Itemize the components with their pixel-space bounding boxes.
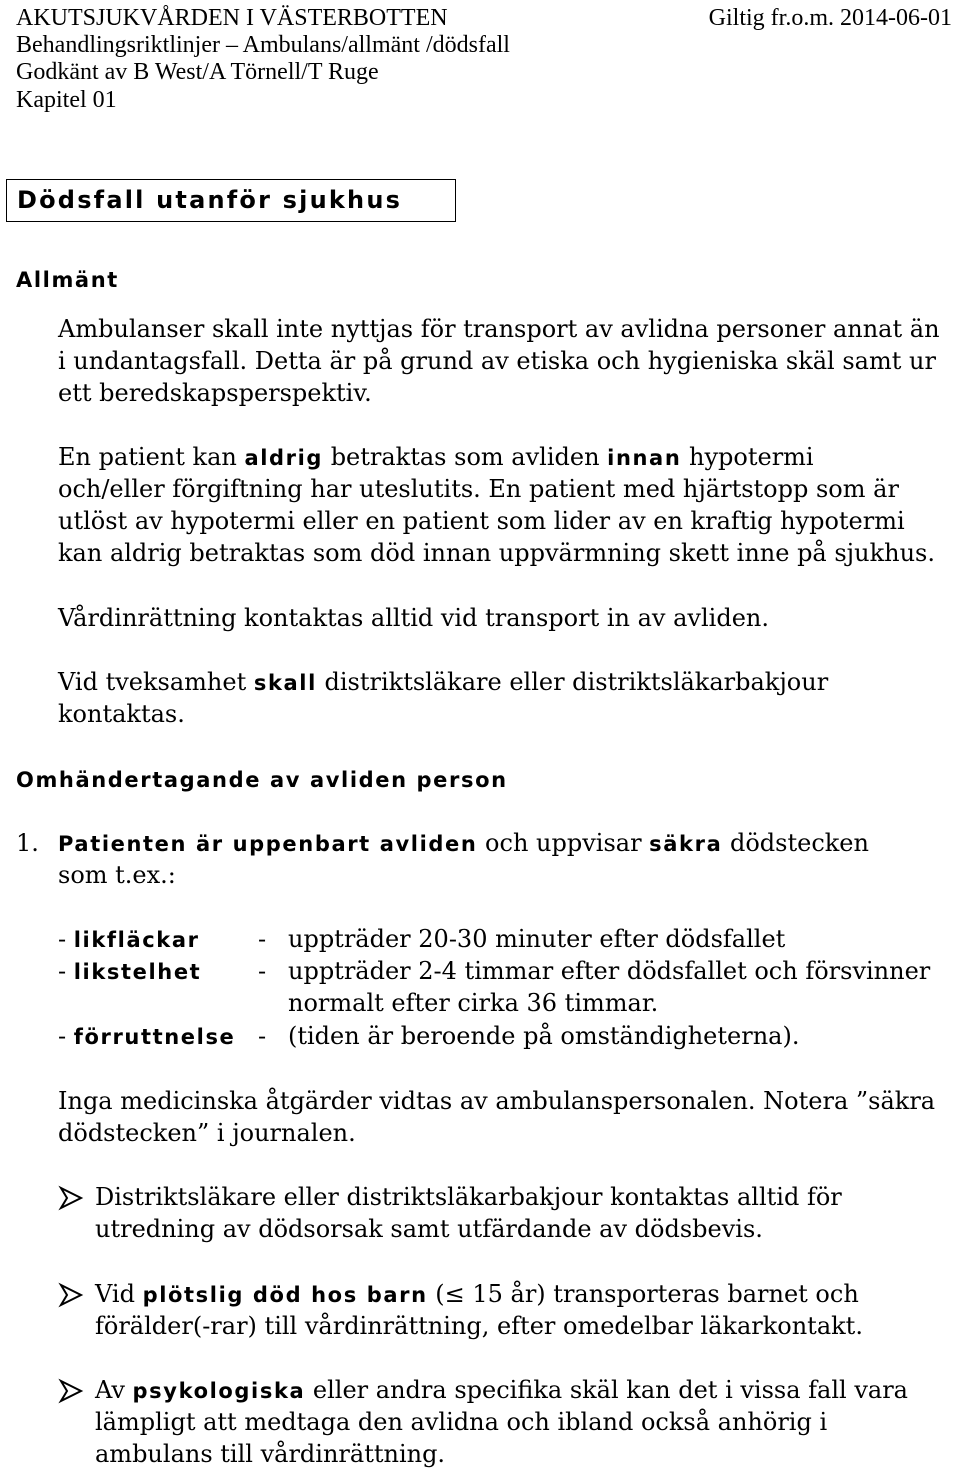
general-paragraph-1-line-3: ett beredskapsperspektiv. — [58, 379, 372, 407]
care-note-line-2: dödstecken” i journalen. — [58, 1119, 356, 1147]
general-paragraph-2-line-2: och/eller förgiftning har uteslutits. En patient med hjärtstopp som är — [58, 475, 899, 503]
sign-term: förruttnelse — [73, 1025, 236, 1049]
emphasis-skall: skall — [253, 671, 317, 695]
text: (≤ 15 år) transporteras barnet och — [427, 1280, 859, 1308]
sign-row-2: - likstelhet — [58, 957, 202, 985]
emphasis-obviously-dead: Patienten är uppenbart avliden — [58, 832, 478, 856]
general-paragraph-2-line-4: kan aldrig betraktas som död innan uppvärmning skett inne på sjukhus. — [58, 539, 935, 567]
text: distriktsläkare eller distriktsläkarbakjour — [316, 668, 829, 696]
care-note-line-1: Inga medicinska åtgärder vidtas av ambulanspersonalen. Notera ”säkra — [58, 1087, 936, 1115]
emphasis-sudden-child-death: plötslig död hos barn — [142, 1283, 428, 1307]
bullet-2-line-1 — [95, 1278, 859, 1311]
emphasis-aldrig: aldrig — [244, 446, 324, 470]
sign-dash: - — [258, 957, 267, 985]
section-heading-care: Omhändertagande av avliden person — [16, 768, 508, 792]
sign-dash: - — [258, 1022, 267, 1050]
text: hypotermi — [681, 443, 814, 471]
section-heading-general: Allmänt — [16, 268, 119, 292]
header-chapter: Kapitel 01 — [16, 87, 117, 113]
sign-desc: uppträder 2-4 timmar efter dödsfallet och försvinner — [288, 957, 931, 985]
arrow-bullet-icon — [58, 1378, 84, 1404]
text: dödstecken — [722, 829, 869, 857]
general-paragraph-4-line-1 — [58, 666, 828, 699]
bullet-3-line-1 — [95, 1374, 908, 1407]
arrow-bullet-icon — [58, 1185, 84, 1211]
list-number: 1. — [16, 829, 39, 857]
general-paragraph-3: Vårdinrättning kontaktas alltid vid transport in av avliden. — [58, 604, 769, 632]
text: och uppvisar — [477, 829, 650, 857]
sign-desc-continued: normalt efter cirka 36 timmar. — [288, 989, 659, 1017]
header-org: AKUTSJUKVÅRDEN I VÄSTERBOTTEN — [16, 5, 448, 31]
bullet-1-line-1: Distriktsläkare eller distriktsläkarbakjour kontaktas alltid för — [95, 1183, 842, 1211]
sign-desc: (tiden är beroende på omständigheterna). — [288, 1022, 800, 1050]
sign-desc: uppträder 20-30 minuter efter dödsfallet — [288, 925, 786, 953]
sign-term: likstelhet — [73, 960, 202, 984]
text: Vid tveksamhet — [58, 668, 254, 696]
text: Av — [95, 1376, 133, 1404]
bullet-2-line-2: förälder(-rar) till vårdinrättning, efter omedelbar läkarkontakt. — [95, 1312, 863, 1340]
sign-dash: - — [258, 925, 267, 953]
sign-term: likfläckar — [73, 928, 200, 952]
emphasis-psychological: psykologiska — [132, 1379, 306, 1403]
general-paragraph-1-line-1: Ambulanser skall inte nyttjas för transport av avlidna personer annat än — [58, 315, 940, 343]
general-paragraph-4-line-2: kontaktas. — [58, 700, 185, 728]
page-title: Dödsfall utanför sjukhus — [17, 186, 403, 214]
general-paragraph-2-line-1 — [58, 441, 814, 474]
bullet-3-line-2: lämpligt att medtaga den avlidna och ibland också anhörig i — [95, 1408, 828, 1436]
text: En patient kan — [58, 443, 245, 471]
general-paragraph-1-line-2: i undantagsfall. Detta är på grund av etiska och hygieniska skäl samt ur — [58, 347, 936, 375]
emphasis-innan: innan — [607, 446, 682, 470]
care-item-line-1 — [58, 827, 869, 860]
text: Vid — [95, 1280, 143, 1308]
header-guidelines: Behandlingsriktlinjer – Ambulans/allmänt /dödsfall — [16, 32, 510, 58]
bullet-1-line-2: utredning av dödsorsak samt utfärdande av dödsbevis. — [95, 1215, 763, 1243]
bullet-3-line-3: ambulans till vårdinrättning. — [95, 1440, 446, 1468]
emphasis-sakra: säkra — [649, 832, 723, 856]
header-approved: Godkänt av B West/A Törnell/T Ruge — [16, 59, 379, 85]
arrow-bullet-icon — [58, 1282, 84, 1308]
general-paragraph-2-line-3: utlöst av hypotermi eller en patient som lider av en kraftig hypotermi — [58, 507, 905, 535]
sign-row-3: - förruttnelse — [58, 1022, 236, 1050]
title-box — [6, 179, 456, 222]
care-item-line-2: som t.ex.: — [58, 861, 176, 889]
text: eller andra specifika skäl kan det i vissa fall vara — [305, 1376, 908, 1404]
sign-row-1: - likfläckar — [58, 925, 200, 953]
header-valid-date: Giltig fr.o.m. 2014-06-01 — [708, 5, 952, 31]
text: betraktas som avliden — [323, 443, 608, 471]
